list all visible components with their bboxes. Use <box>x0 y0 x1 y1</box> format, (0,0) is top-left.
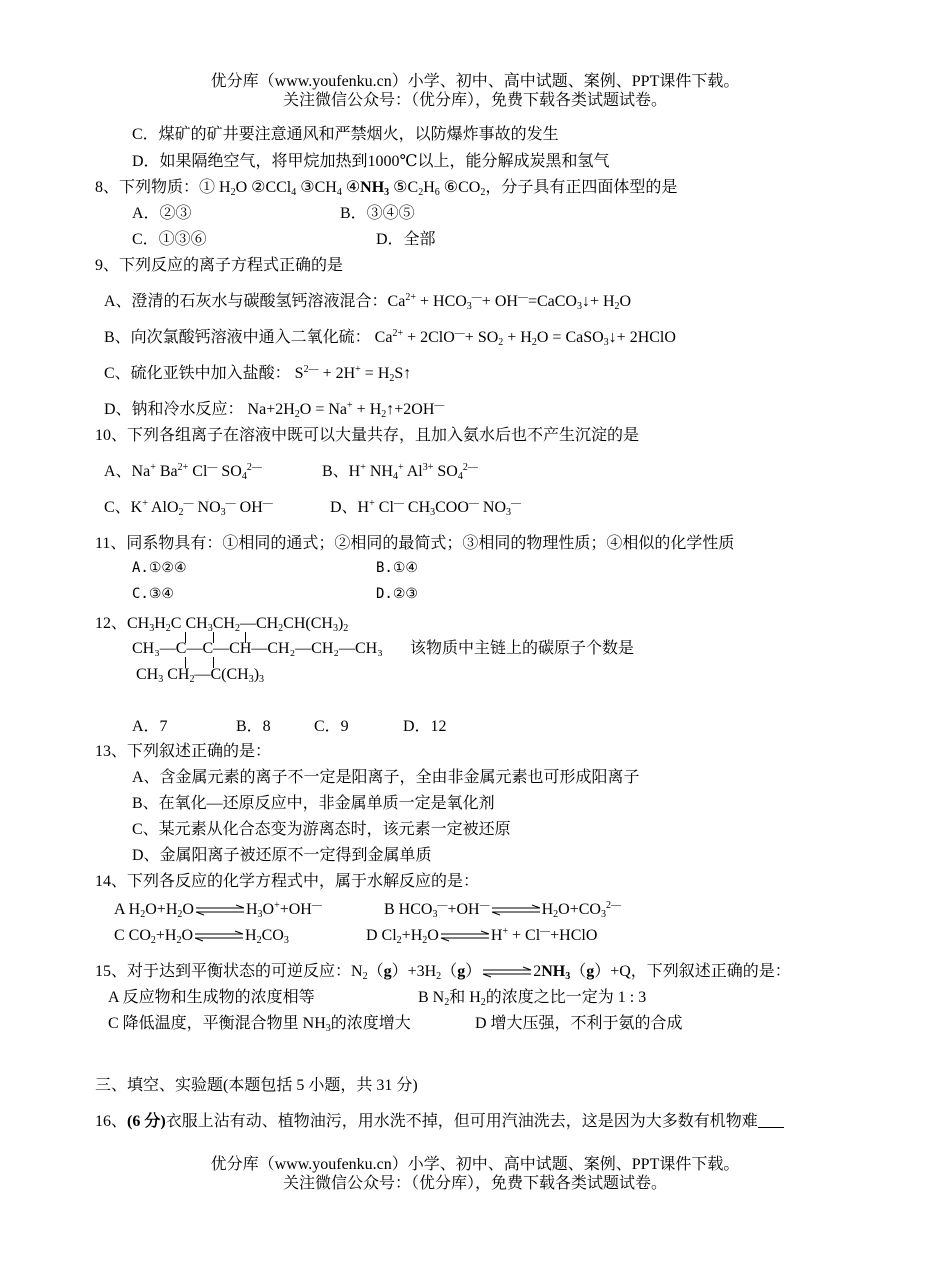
q9-option-c: C、硫化亚铁中加入盐酸： $S^{2—} + 2H^+$ = $H_2S↑$ <box>104 364 412 384</box>
q14-option-a: A $H_2O+H_2O$ $H_3O^++OH^—$ <box>114 900 322 920</box>
q9-stem: 9、下列反应的离子方程式正确的是 <box>95 257 344 274</box>
equilibrium-arrow-icon <box>193 930 245 942</box>
q10-option-a: A、Na+ $Ba^{2+}$ Cl— $SO_4^{2—}$ <box>104 462 262 482</box>
equilibrium-arrow-icon <box>439 930 491 942</box>
q11-option-c: C.③④ <box>132 586 174 602</box>
equilibrium-arrow-icon <box>194 904 246 916</box>
page-header-line1: 优分库（www.youfenku.cn）小学、初中、高中试题、案例、PPT课件下载。 <box>210 73 740 90</box>
q16-stem: 16、(6 分)衣服上沾有动、植物油污，用水洗不掉，但可用汽油洗去，这是因为大多数有机物难 <box>95 1112 784 1131</box>
q14-stem: 14、下列各反应的化学方程式中，属于水解反应的是： <box>95 873 480 890</box>
q14-option-b: B $HCO_3^—+OH^—$ $H_2O+CO_3^{2—}$ <box>384 900 621 920</box>
q8-stem: 8、下列物质：① $H_2O$ ②CCl$_4$ $③CH_4$ $④NH_3$ $⑤C_2H_6$ $⑥CO_2$，分子具有正四面体型的是 <box>95 179 678 198</box>
q8-option-b: B．③④⑤ <box>340 205 415 222</box>
q11-stem: 11、同系物具有：①相同的通式；②相同的最简式；③相同的物理性质；④相似的化学性质 <box>95 535 735 552</box>
page-footer-line2: 关注微信公众号：（优分库），免费下载各类试题试卷。 <box>282 1175 667 1192</box>
q12-formula-line2: CH₃—C—C—CH—CH₂—CH₂—CH₃ <box>132 640 383 657</box>
q8-option-c: C．①③⑥ <box>132 231 207 248</box>
bond-line <box>245 632 246 643</box>
page-header-line2: 关注微信公众号：（优分库），免费下载各类试题试卷。 <box>282 92 667 109</box>
q12-formula-line1: 12、$CH_3H_2C$ $CH_3CH_2—CH_2CH(CH_3)_2$ <box>95 615 349 634</box>
q13-option-c: C、某元素从化合态变为游离态时，该元素一定被还原 <box>132 821 511 838</box>
q12-option-a: A．7 <box>132 718 168 735</box>
bond-line <box>213 632 214 643</box>
q15-option-c: C 降低温度，平衡混合物里 $NH_3$的浓度增大 <box>108 1015 411 1034</box>
q9-option-b: B、向次氯酸钙溶液中通入二氧化硫： $Ca^{2+} + 2ClO^—+ SO_2 + H_2O$ = CaSO$_3$↓+ 2HClO <box>104 328 676 348</box>
q11-option-a: A.①②④ <box>132 560 187 576</box>
q13-stem: 13、下列叙述正确的是： <box>95 743 272 760</box>
q13-option-b: B、在氧化—还原反应中，非金属单质一定是氧化剂 <box>132 795 495 812</box>
q15-option-a: A 反应物和生成物的浓度相等 <box>108 989 315 1006</box>
q7-option-d: D．如果隔绝空气，将甲烷加热到1000℃以上，能分解成炭黑和氢气 <box>132 153 610 170</box>
q15-option-d: D 增大压强，不利于氨的合成 <box>475 1015 683 1032</box>
bond-line <box>185 657 186 668</box>
q13-option-a: A、含金属元素的离子不一定是阳离子，全由非金属元素也可形成阳离子 <box>132 769 640 786</box>
equilibrium-arrow-icon <box>490 904 542 916</box>
q12-option-b: B．8 <box>236 718 271 735</box>
q8-option-d: D．全部 <box>376 231 436 248</box>
equilibrium-arrow-icon <box>481 966 533 978</box>
q10-option-b: B、H+ $NH_4^+$ $Al^{3+}$ $SO_4^{2—}$ <box>322 462 478 482</box>
answer-blank[interactable] <box>758 1113 784 1128</box>
q14-option-d: D $Cl_2+H_2O$ H+ + Cl—+HClO <box>366 926 598 946</box>
q13-option-d: D、金属阳离子被还原不一定得到金属单质 <box>132 847 432 864</box>
bond-line <box>185 632 186 643</box>
q12-formula-line3: $CH_3$ $CH_2—C(CH_3)_3$ <box>136 666 265 685</box>
q7-option-c: C．煤矿的矿井要注意通风和严禁烟火，以防爆炸事故的发生 <box>132 126 559 143</box>
q12-option-d: D．12 <box>403 718 447 735</box>
q12-option-c: C．9 <box>314 718 349 735</box>
q9-option-a: A、澄清的石灰水与碳酸氢钙溶液混合：$Ca^{2+} + HCO_3^—+$ OH—=CaCO$_3$↓+ $H_2O$ <box>104 292 632 312</box>
q10-stem: 10、下列各组离子在溶液中既可以大量共存，且加入氨水后也不产生沉淀的是 <box>95 427 640 444</box>
q9-option-d: D、钠和冷水反应： $Na+2H_2O = Na^+$ + $H_2↑+2OH^—$ <box>104 400 445 420</box>
q14-option-c: C $CO_2+H_2O$ $H_2CO_3$ <box>114 927 289 946</box>
q11-option-d: D.②③ <box>376 586 418 602</box>
q10-option-c: C、K+ AlO$_2$— $NO_3^—$ OH— <box>104 498 273 518</box>
q12-question: 该物质中主链上的碳原子个数是 <box>410 640 635 657</box>
page-footer-line1: 优分库（www.youfenku.cn）小学、初中、高中试题、案例、PPT课件下载。 <box>210 1156 740 1173</box>
bond-line <box>213 657 214 668</box>
q11-option-b: B.①④ <box>376 560 418 576</box>
q15-option-b: B $N_2$和 $H_2$的浓度之比一定为 1 : 3 <box>418 989 647 1008</box>
q15-stem: 15、对于达到平衡状态的可逆反应：$N_2(g)+3H_2(g)$ $2NH_3(g)+Q$，下列叙述正确的是： <box>95 963 791 982</box>
q8-option-a: A．②③ <box>132 205 192 222</box>
section-3-title: 三、填空、实验题(本题包括 5 小题，共 31 分) <box>95 1077 418 1094</box>
q10-option-d: D、H+ Cl— $CH_3COO^—$ $NO_3^—$ <box>330 498 522 518</box>
